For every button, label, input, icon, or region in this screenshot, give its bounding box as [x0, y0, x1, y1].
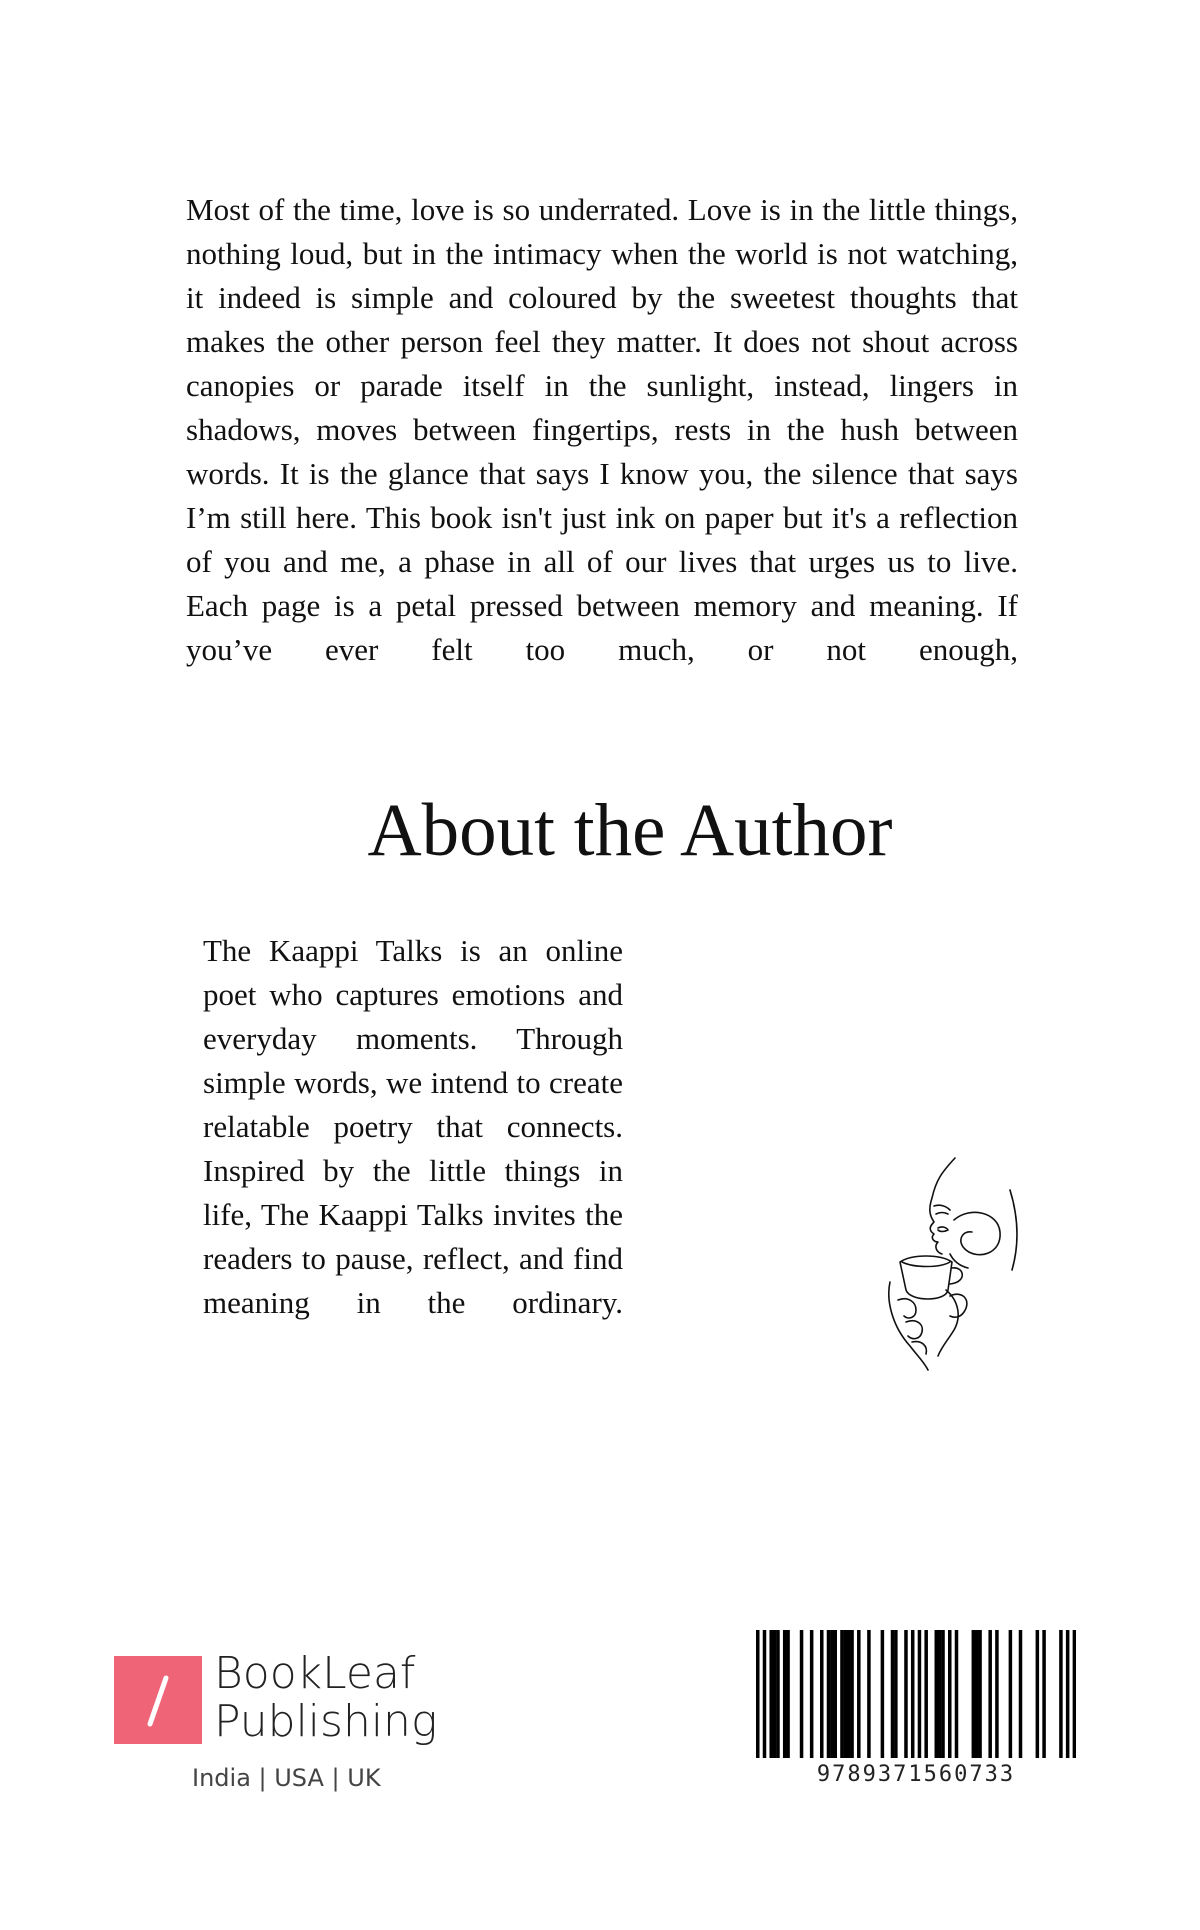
publisher-name [214, 1650, 474, 1746]
author-bio: The Kaappi Talks is an online poet who captures emotions and everyday moments. Through simple words, we intend to create relatable poetry that connects. Inspired by the little things in life, The Kaappi Talks invites the readers to pause, reflect, and find meaning in the ordinary. [203, 933, 623, 1320]
barcode-bar [847, 1630, 851, 1758]
barcode-bar [975, 1630, 979, 1758]
isbn-barcode [756, 1630, 1076, 1758]
publisher-name-line1: BookLeaf [214, 1648, 416, 1699]
publisher-regions: India | USA | UK [192, 1764, 381, 1792]
barcode-bar [935, 1630, 939, 1758]
barcode-bar [941, 1630, 945, 1758]
barcode-bar [827, 1630, 831, 1758]
barcode-bar [881, 1630, 885, 1758]
barcode-bar [756, 1630, 760, 1758]
barcode-bar [948, 1630, 952, 1758]
barcode-bar [857, 1630, 861, 1758]
barcode-bar [1036, 1630, 1040, 1758]
barcode-bar [938, 1630, 942, 1758]
barcode-bar [763, 1630, 767, 1758]
barcode-bar [924, 1630, 928, 1758]
barcode-bar [850, 1630, 854, 1758]
barcode-bar [840, 1630, 844, 1758]
barcode-bar [786, 1630, 790, 1758]
barcode-bar [1059, 1630, 1063, 1758]
back-cover-blurb: Most of the time, love is so underrated. Love is in the little things, nothing loud, but in the intimacy when the world is not watching, it indeed is simple and coloured by the sweetest thoughts that makes the other person feel they matter. It does not shout across canopies or parade itself in the sunlight, instead, lingers in shadows, moves between fingertips, rests in the hush between words. It is the glance that says I know you, the silence that says I’m still here. This book isn't just ink on paper but it's a reflection of you and me, a phase in all of our lives that urges us to live. Each page is a petal pressed between memory and meaning. If you’ve ever felt too much, or not enough, [186, 192, 1018, 667]
barcode-bar [769, 1630, 773, 1758]
woman-drinking-coffee-line-art-icon [850, 1150, 1050, 1390]
barcode-bar [810, 1630, 814, 1758]
barcode-bar [995, 1630, 999, 1758]
barcode-bar [911, 1630, 915, 1758]
publisher-name-line2: Publishing [214, 1696, 438, 1747]
barcode-bar [783, 1630, 787, 1758]
barcode-bar [773, 1630, 777, 1758]
barcode-bar [1066, 1630, 1070, 1758]
barcode-bar [1019, 1630, 1023, 1758]
barcode-bar [776, 1630, 780, 1758]
barcode-bar [1042, 1630, 1046, 1758]
barcode-bar [904, 1630, 908, 1758]
barcode-bar [820, 1630, 824, 1758]
barcode-bar [844, 1630, 848, 1758]
barcode-bar [1009, 1630, 1013, 1758]
barcode-bar [800, 1630, 804, 1758]
barcode-bar [833, 1630, 837, 1758]
about-author-heading: About the Author [367, 789, 893, 872]
barcode-bar [988, 1630, 992, 1758]
barcode-bar [972, 1630, 976, 1758]
isbn-number: 9789371560733 [816, 1762, 1016, 1787]
barcode-bar [891, 1630, 895, 1758]
barcode-bar [894, 1630, 898, 1758]
slash-icon [114, 1656, 202, 1744]
barcode-bar [918, 1630, 922, 1758]
barcode-bar [955, 1630, 959, 1758]
barcode-bar [867, 1630, 871, 1758]
barcode-bar [830, 1630, 834, 1758]
barcode-bar [978, 1630, 982, 1758]
barcode-bar [1073, 1630, 1076, 1758]
